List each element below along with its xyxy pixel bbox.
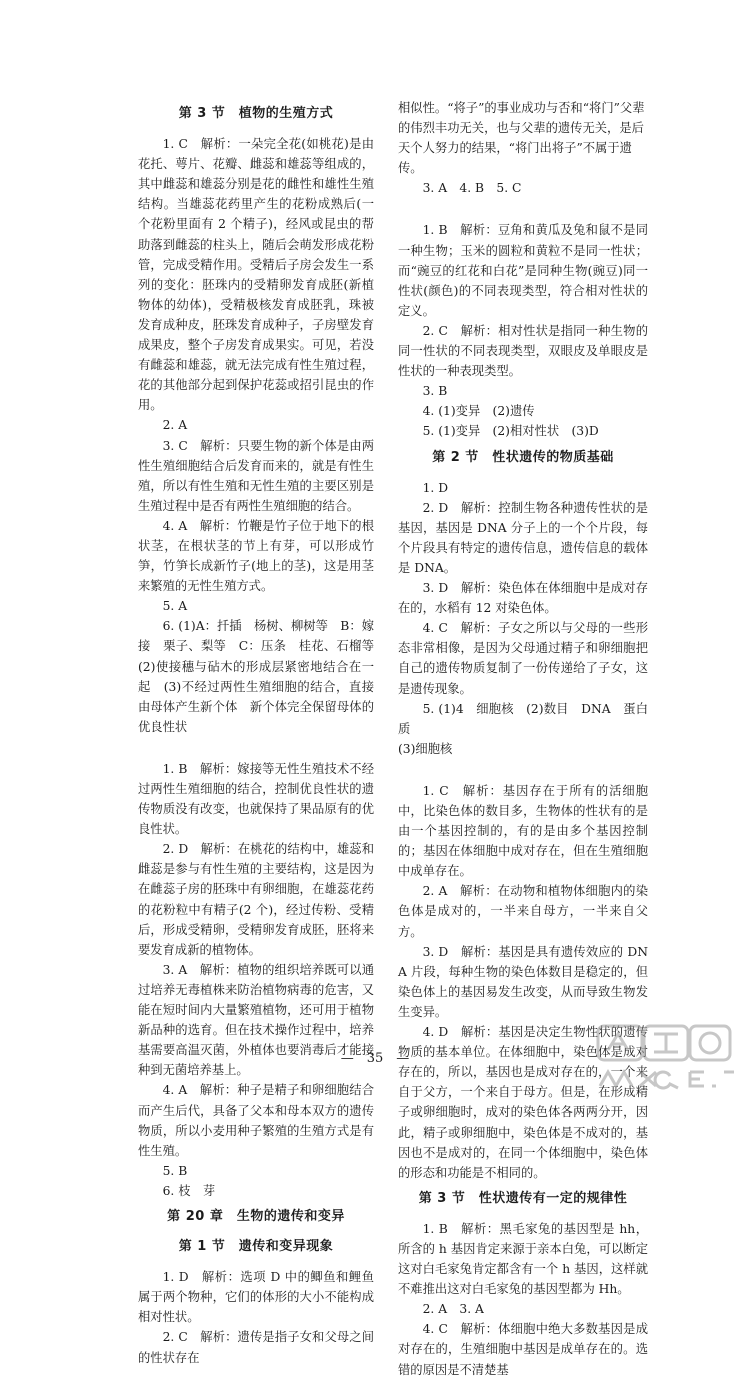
answer-paragraph: 4. D 解析：基因是决定生物性状的遗传物质的基本单位。在体细胞中，染色体是成对存在的，所以，基因也是成对存在的，一个来自于父方，一个来自于母方。但是，在形成精子或卵细胞时，成对的染色体各两两分开，因此，精子或卵细胞中，染色体是不成对的，基因也不是成对的，在同一个体细胞中，染色体的形态和功能是不相同的。 bbox=[398, 1025, 648, 1180]
answer-paragraph: 1. D bbox=[422, 480, 449, 495]
answer-paragraph: 4. A 解析：竹鞭是竹子位于地下的根状茎，在根状茎的节上有芽，可以形成竹笋，竹笋长成新竹子(地上的茎)，这是用茎来繁殖的无性生殖方式。 bbox=[138, 518, 374, 594]
answer-paragraph: 6. 枝 芽 bbox=[162, 1183, 216, 1198]
answer-paragraph: 3. A 4. B 5. C bbox=[422, 181, 522, 196]
answer-paragraph: 5. B bbox=[162, 1163, 188, 1178]
answer-paragraph: 3. C 解析：只要生物的新个体是由两性生殖细胞结合后发育而来的，就是有性生殖，所以有性生殖和无性生殖的主要区别是生殖过程中是否有两性生殖细胞的结合。 bbox=[138, 438, 374, 513]
watermark-frame-3 bbox=[690, 1026, 730, 1060]
section-gap bbox=[398, 198, 648, 220]
answer-paragraph: 2. C 解析：相对性状是指同一种生物的同一性状的不同表现类型，双眼皮及单眼皮是性状的一种表现类型。 bbox=[398, 323, 648, 379]
answer-paragraph: 2. D 解析：控制生物各种遗传性状的是基因，基因是 DNA 分子上的一个个片段，每个片段具有特定的遗传信息，遗传信息的载体是 DNA。 bbox=[398, 500, 648, 575]
answer-paragraph: 1. D 解析：选项 D 中的鲫鱼和鲤鱼属于两个物种，它们的体形的大小不能构成相对性状。 bbox=[138, 1270, 374, 1325]
section-gap bbox=[138, 737, 374, 759]
answer-paragraph: 5. (1)4 细胞核 (2)数目 DNA 蛋白质 bbox=[398, 701, 648, 736]
section-heading: 第 20 章 生物的遗传和变异 bbox=[167, 1208, 345, 1224]
watermark-glyph-3 bbox=[700, 1033, 720, 1053]
answer-paragraph: 3. A 解析：植物的组织培养既可以通过培养无毒植株来防治植物病毒的危害，又能在短时间内大量繁殖植物，还可用于植物新品种的选育。但在技术操作过程中，培养基需要高温灭菌，外植体也要消毒后才能接种到无菌培养基上。 bbox=[138, 962, 374, 1078]
section-heading: 第 1 节 遗传和变异现象 bbox=[178, 1239, 334, 1255]
answer-paragraph: 3. B bbox=[422, 384, 448, 399]
watermark-logo bbox=[594, 1020, 734, 1098]
answer-paragraph: 3. D 解析：基因是具有遗传效应的 DNA 片段，每种生物的染色体数目是稳定的，但染色体上的基因易发生改变，从而导致生物发生变异。 bbox=[398, 944, 648, 1019]
watermark-wordmark bbox=[600, 1072, 734, 1088]
watermark-glyph-2 bbox=[654, 1034, 678, 1052]
section-heading: 第 3 节 植物的生殖方式 bbox=[178, 106, 334, 121]
answer-paragraph: 5. (1)变异 (2)相对性状 (3)D bbox=[422, 424, 599, 439]
continuation-text: (3)细胞核 bbox=[398, 741, 453, 756]
answer-paragraph: 4. (1)变异 (2)遗传 bbox=[422, 404, 535, 419]
answer-paragraph: 4. C 解析：子女之所以与父母的一些形态非常相像，是因为父母通过精子和卵细胞把自己的遗传物质复制了一份传递给了子女，这是遗传现象。 bbox=[398, 621, 648, 696]
answer-paragraph: 1. B 解析：嫁接等无性生殖技术不经过两性生殖细胞的结合，控制优良性状的遗传物质没有改变，也就保持了果品原有的优良性状。 bbox=[138, 761, 374, 837]
section-heading: 第 3 节 性状遗传有一定的规律性 bbox=[418, 1190, 628, 1206]
page-number: — 35 — bbox=[340, 1051, 410, 1066]
answer-paragraph: 2. A 3. A bbox=[422, 1302, 484, 1317]
answer-paragraph: 2. D 解析：在桃花的结构中，雄蕊和雌蕊是参与有性生殖的主要结构，这是因为在雌蕊子房的胚珠中有卵细胞，在雄蕊花药的花粉粒中有精子(2 个)，经过传粉、受精后，形成受精卵，受精卵发育成胚，胚将来要发育成新的植物体。 bbox=[138, 842, 374, 957]
answer-paragraph: 1. C 解析：基因存在于所有的活细胞中，比染色体的数目多，生物体的性状有的是由一个基因控制的，有的是由多个基因控制的；基因在体细胞中成对存在，但在生殖细胞中成单存在。 bbox=[398, 783, 648, 879]
answer-paragraph: 1. C 解析：一朵完全花(如桃花)是由花托、萼片、花瓣、雌蕊和雄蕊等组成的，其中雌蕊和雄蕊分别是花的雌性和雄性生殖结构。当雄蕊花药里产生的花粉成熟后(一个花粉里面有 2 个精子)，经风或昆虫的帮助落到雌蕊的柱头上，随后会萌发形成花粉管，完成受精作用。受精后子房会发生一系列的变化：胚珠内的受精卵发育成胚(新植物体的幼体)，受精极核发育成胚乳，珠被发育成种皮，胚珠发育成种子，子房壁发育成果皮，整个子房发育成果实。可见，若没有雌蕊和雄蕊，就无法完成有性生殖过程，花的其他部分起到保护花蕊或招引昆虫的作用。 bbox=[138, 137, 374, 413]
answer-paragraph: 5. A bbox=[162, 599, 188, 614]
answer-paragraph: 2. A bbox=[162, 418, 188, 433]
answer-paragraph: 6. (1)A：扦插 杨树、柳树等 B：嫁接 栗子、梨等 C：压条 桂花、石榴等 (2)使接穗与砧木的形成层紧密地结合在一起 (3)不经过两性生殖细胞的结合，直接由母体产生新个体 新个体完全保留母体的优良性状 bbox=[138, 619, 387, 734]
answer-paragraph: 2. A 解析：在动物和植物体细胞内的染色体是成对的，一半来自母方，一半来自父方。 bbox=[398, 884, 648, 939]
answer-paragraph: 1. B 解析：黑毛家兔的基因型是 hh，所含的 h 基因肯定来源于亲本白兔，可以断定这对白毛家兔肯定都含有一个 h 基因，这样就不难推出这对白毛家兔的基因型都为 Hh。 bbox=[398, 1221, 648, 1297]
continuation-text: 相似性。“将子”的事业成功与否和“将门”父辈的伟烈丰功无关，也与父辈的遗传无关，是后天个人努力的结果，“将门出将子”不属于遗传。 bbox=[398, 101, 645, 176]
answer-paragraph: 3. D 解析：染色体在体细胞中是成对存在的，水稻有 12 对染色体。 bbox=[398, 581, 648, 616]
section-gap bbox=[398, 759, 648, 781]
answer-paragraph: 1. B 解析：豆角和黄瓜及兔和鼠不是同一种生物；玉米的圆粒和黄粒不是同一性状；而“豌豆的红花和白花”是同种生物(豌豆)同一性状(颜色)的不同表现类型，符合相对性状的定义。 bbox=[398, 223, 648, 318]
answer-paragraph: 4. C 解析：体细胞中绝大多数基因是成对存在的，生殖细胞中基因是成单存在的。选错的原因是不清楚基 bbox=[398, 1322, 648, 1377]
right-column bbox=[398, 98, 648, 1380]
watermark-glyph-1 bbox=[608, 1034, 628, 1050]
answer-paragraph: 4. A 解析：种子是精子和卵细胞结合而产生后代，具备了父本和母本双方的遗传物质，所以小麦用种子繁殖的生殖方式是有性生殖。 bbox=[138, 1083, 374, 1158]
answer-paragraph: 2. C 解析：遗传是指子女和父母之间的性状存在 bbox=[138, 1330, 374, 1365]
section-heading: 第 2 节 性状遗传的物质基础 bbox=[432, 449, 614, 465]
